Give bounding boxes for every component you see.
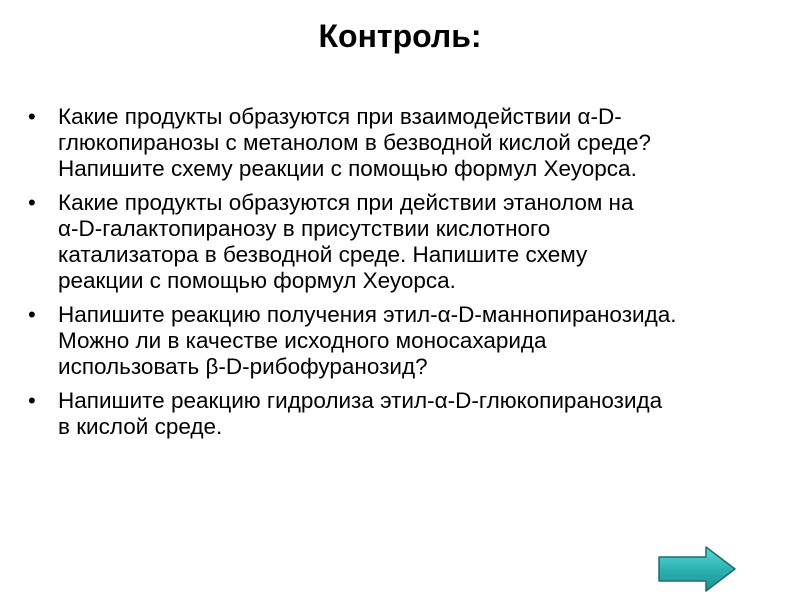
bullet-dot: • [28,190,36,215]
bullet-dot: • [28,388,36,413]
bullet-line: Какие продукты образуются при взаимодействии α-D- [58,104,622,129]
bullet-item [28,190,788,294]
bullet-list [28,104,788,448]
bullet-line: α-D-галактопиранозу в присутствии кислотного [58,216,551,241]
bullet-line: глюкопиранозы с метанолом в безводной кислой среде? [58,130,651,155]
bullet-line: Какие продукты образуются при действии этанолом на [58,190,634,215]
bullet-dot: • [28,302,36,327]
next-slide-button[interactable] [656,544,738,594]
bullet-item [28,302,788,380]
bullet-line: катализатора в безводной среде. Напишите схему [58,242,588,267]
bullet-line: Напишите реакцию гидролиза этил-α-D-глюкопиранозида [58,388,663,413]
bullet-item [28,388,788,440]
arrow-right-icon [656,544,738,594]
bullet-item [28,104,788,182]
slide-title: Контроль: [318,18,482,54]
bullet-dot: • [28,104,36,129]
bullet-line: в кислой среде. [58,414,223,439]
bullet-line: Напишите реакцию получения этил-α-D-маннопиранозида. [58,302,677,327]
bullet-line: реакции с помощью формул Хеуорса. [58,268,456,293]
bullet-line: использовать β-D-рибофуранозид? [58,354,428,379]
bullet-line: Напишите схему реакции с помощью формул Хеуорса. [58,156,637,181]
bullet-line: Можно ли в качестве исходного моносахарида [58,328,547,353]
